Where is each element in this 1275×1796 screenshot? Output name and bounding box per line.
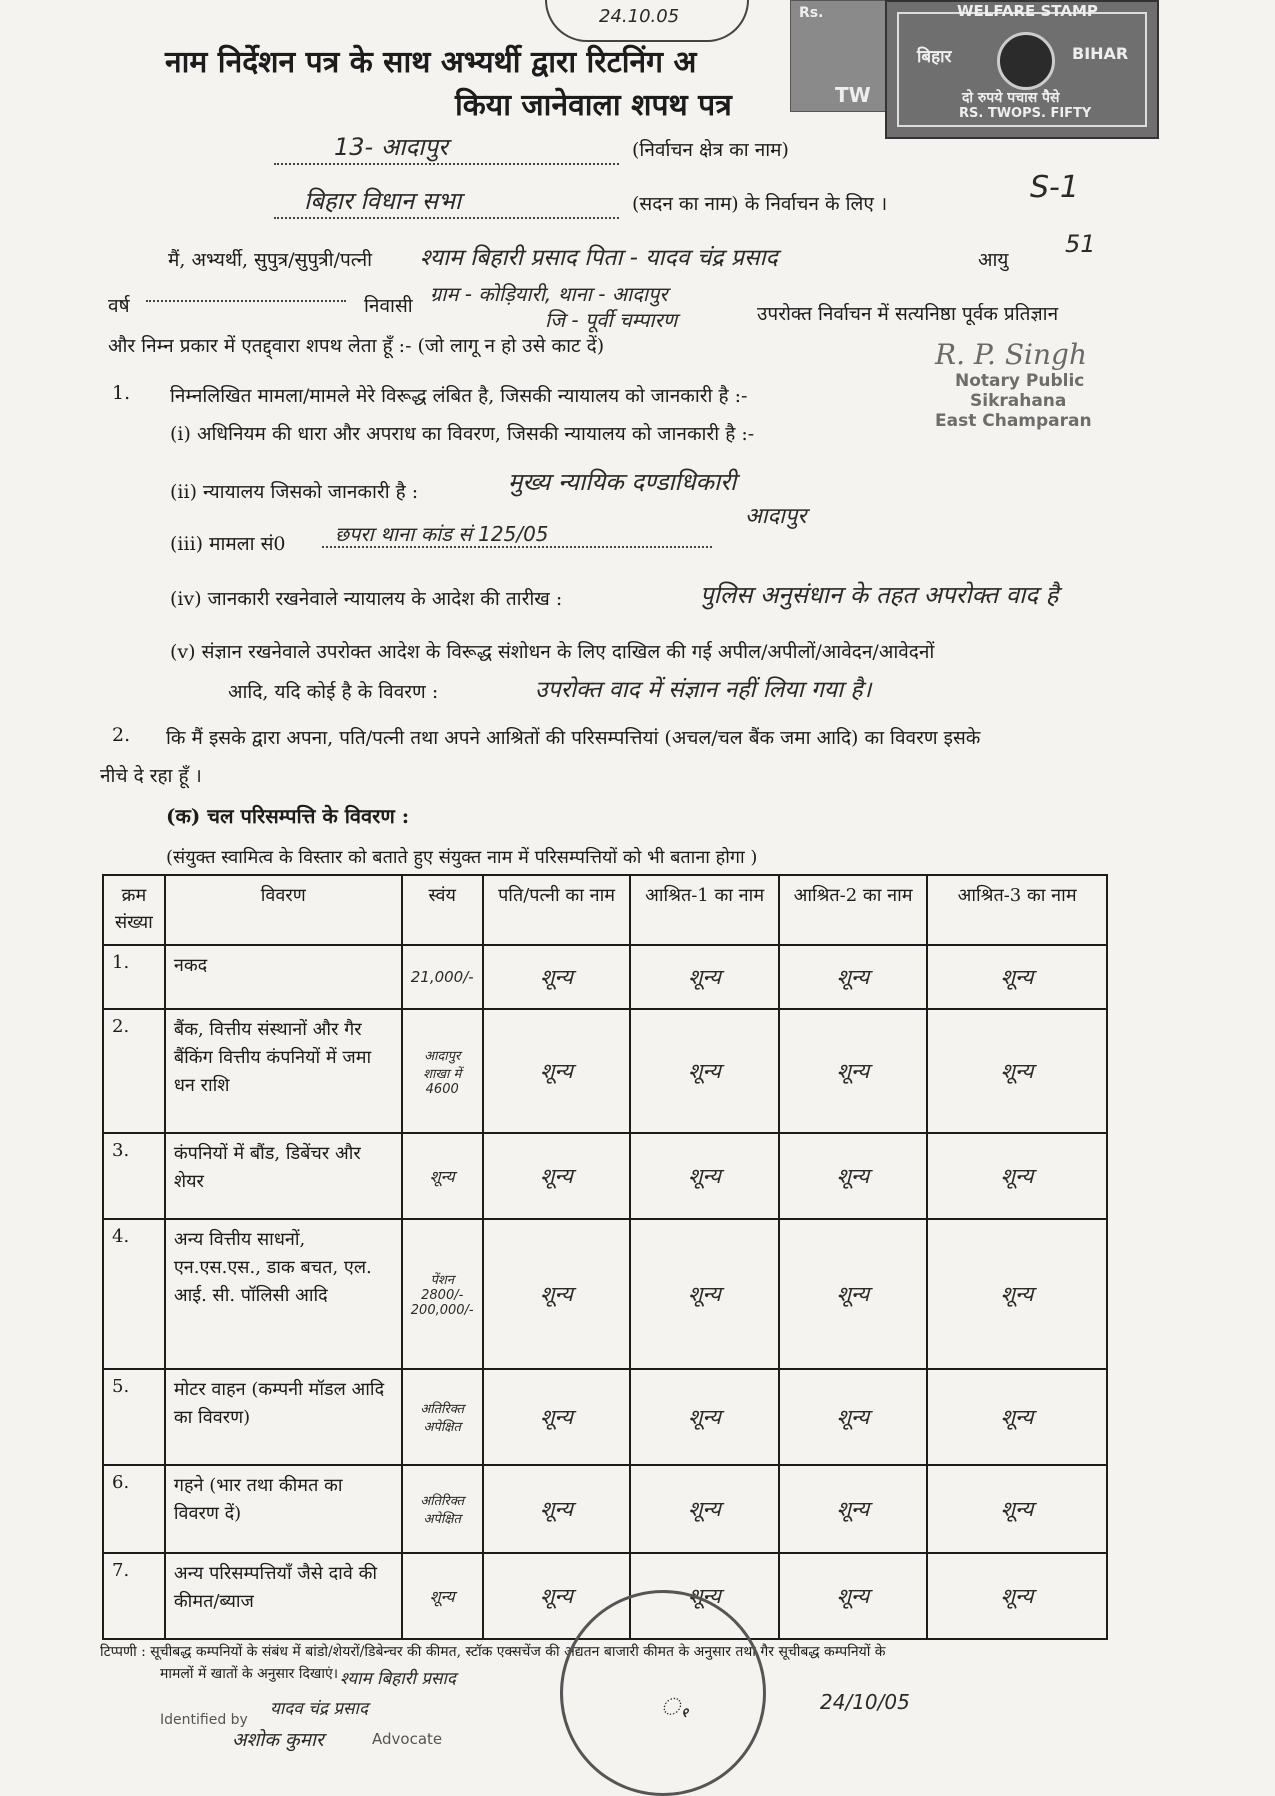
signature-date: 24/10/05 — [820, 1690, 910, 1714]
footnote-text: टिप्पणी : सूचीबद्ध कम्पनियों के संबंध में बांडो/शेयरों/डिबेन्चर की कीमत, स्टॉक एक्सचेंज की अद्यतन बाजारी कीमत के अनुसार तथा गैर सूचीबद्ध कम्पनियों के — [100, 1644, 886, 1660]
row-dep2: शून्य — [779, 1009, 927, 1133]
notary-seal — [935, 338, 1115, 431]
section-1-i: (i) अधिनियम की धारा और अपराध का विवरण, जिसकी न्यायालय को जानकारी है :- — [170, 423, 755, 445]
table-row — [103, 1133, 1107, 1219]
section-2-num: 2. — [112, 724, 131, 746]
col-dependent-2: आश्रित-2 का नाम — [779, 875, 927, 945]
house-value: बिहार विधान सभा — [274, 184, 619, 219]
row-dep2: शून्य — [779, 1369, 927, 1465]
row-dep1: शून्य — [630, 1465, 778, 1553]
row-dep2: शून्य — [779, 1465, 927, 1553]
year-label: वर्ष — [108, 295, 130, 317]
row-num: 7. — [103, 1553, 165, 1639]
section-2-note: (संयुक्त स्वामित्व के विस्तार को बताते हुए संयुक्त नाम में परिसम्पत्तियों को भी बताना होगा ) — [166, 847, 758, 868]
section-1-ii-value-2: आदापुर — [745, 504, 807, 529]
stamp-title: WELFARE STAMP — [957, 2, 1098, 20]
row-self: शून्य — [402, 1133, 483, 1219]
col-serial: क्रम संख्या — [103, 875, 165, 945]
section-1-iii: (iii) मामला सं0 — [170, 533, 286, 555]
row-dep2: शून्य — [779, 1553, 927, 1639]
col-dependent-1: आश्रित-1 का नाम — [630, 875, 778, 945]
section-1-iv-value: पुलिस अनुसंधान के तहत अपरोक्त वाद है — [700, 581, 1059, 609]
row-spouse: शून्य — [483, 1553, 631, 1639]
row-dep1: शून्य — [630, 945, 778, 1009]
row-num: 6. — [103, 1465, 165, 1553]
row-dep1: शून्य — [630, 1219, 778, 1369]
section-1-v-2: आदि, यदि कोई है के विवरण : — [228, 681, 439, 703]
title-line-1: नाम निर्देशन पत्र के साथ अभ्यर्थी द्वारा रिटनिंग अ — [165, 45, 697, 80]
row-desc: कंपनियों में बौंड, डिबेंचर और शेयर — [165, 1133, 402, 1219]
row-dep3: शून्य — [927, 945, 1107, 1009]
section-1-text: निम्नलिखित मामला/मामले मेरे विरूद्ध लंबित है, जिसकी न्यायालय को जानकारी है :- — [170, 385, 748, 407]
section-1-ii: (ii) न्यायालय जिसको जानकारी है : — [170, 481, 419, 503]
row-num: 1. — [103, 945, 165, 1009]
row-desc: अन्य परिसम्पत्तियाँ जैसे दावे की कीमत/ब्याज — [165, 1553, 402, 1639]
row-spouse: शून्य — [483, 1133, 631, 1219]
col-dependent-3: आश्रित-3 का नाम — [927, 875, 1107, 945]
table-row — [103, 1219, 1107, 1369]
oath-text-2: और निम्न प्रकार में एतद्द्वारा शपथ लेता हूँ :- (जो लागू न हो उसे काट दें) — [108, 335, 605, 357]
row-num: 4. — [103, 1219, 165, 1369]
stamp-state-english: BIHAR — [1072, 44, 1129, 63]
row-self: शून्य — [402, 1553, 483, 1639]
footnote-hand-name-1: श्याम बिहारी प्रसाद — [340, 1669, 456, 1689]
row-self: अतिरिक्त अपेक्षित — [402, 1465, 483, 1553]
section-1-num: 1. — [112, 382, 131, 404]
welfare-stamp — [885, 0, 1159, 139]
row-dep3: शून्य — [927, 1369, 1107, 1465]
revenue-stamp-small — [790, 0, 892, 112]
date-stamp — [545, 0, 749, 42]
notary-line-2: Sikrahana — [970, 391, 1067, 411]
row-dep2: शून्य — [779, 1133, 927, 1219]
row-spouse: शून्य — [483, 1369, 631, 1465]
row-num: 3. — [103, 1133, 165, 1219]
row-spouse: शून्य — [483, 1009, 631, 1133]
section-1-v: (v) संज्ञान रखनेवाले उपरोक्त आदेश के विरूद्ध संशोधन के लिए दाखिल की गई अपील/अपीलों/आवेदन/आवेदनों — [170, 641, 935, 663]
row-dep2: शून्य — [779, 1219, 927, 1369]
section-1-ii-value-1: मुख्य न्यायिक दण्डाधिकारी — [508, 468, 737, 496]
signature: ꩻ — [660, 1683, 690, 1723]
row-dep3: शून्य — [927, 1009, 1107, 1133]
table-row — [103, 945, 1107, 1009]
row-spouse: शून्य — [483, 1219, 631, 1369]
year-dots — [146, 300, 346, 302]
advocate-label: Advocate — [372, 1730, 443, 1748]
row-self: पेंशन 2800/- 200,000/- — [402, 1219, 483, 1369]
row-dep1: शून्य — [630, 1369, 778, 1465]
resident-label: निवासी — [364, 295, 413, 317]
declarant-name: श्याम बिहारी प्रसाद पिता - यादव चंद्र प्रसाद — [420, 245, 778, 271]
small-stamp-rs: Rs. — [799, 5, 824, 21]
house-field — [274, 184, 619, 219]
advocate-name: अशोक कुमार — [232, 1729, 324, 1751]
stamp-state-hindi: बिहार — [917, 47, 952, 67]
table-row — [103, 1369, 1107, 1465]
row-desc: बैंक, वित्तीय संस्थानों और गैर बैंकिंग वित्तीय कंपनियों में जमा धन राशि — [165, 1009, 402, 1133]
notary-signature: R. P. Singh — [935, 338, 1087, 371]
row-dep3: शून्य — [927, 1133, 1107, 1219]
row-dep1: शून्य — [630, 1133, 778, 1219]
row-dep3: शून्य — [927, 1219, 1107, 1369]
footnote-hand-name-2: यादव चंद्र प्रसाद — [270, 1699, 368, 1719]
notary-line-1: Notary Public — [955, 371, 1085, 391]
section-1-iii-value: छपरा थाना कांड सं 125/05 — [335, 522, 549, 546]
movable-assets-table — [102, 874, 1108, 1640]
section-1-iv: (iv) जानकारी रखनेवाले न्यायालय के आदेश की तारीख : — [170, 588, 563, 610]
row-num: 5. — [103, 1369, 165, 1465]
stamp-value-hindi: दो रुपये पचास पैसे — [962, 90, 1060, 106]
address-line-2: जि - पूर्वी चम्पारण — [545, 308, 678, 332]
row-num: 2. — [103, 1009, 165, 1133]
title-line-2: किया जानेवाला शपथ पत्र — [455, 88, 732, 123]
table-row — [103, 1009, 1107, 1133]
constituency-field — [274, 130, 619, 165]
row-desc: नकद — [165, 945, 402, 1009]
table-row — [103, 1465, 1107, 1553]
row-desc: गहने (भार तथा कीमत का विवरण दें) — [165, 1465, 402, 1553]
address-line-1: ग्राम - कोड़ियारी, थाना - आदापुर — [430, 282, 668, 306]
house-label: (सदन का नाम) के निर्वाचन के लिए । — [632, 193, 888, 215]
row-dep1: शून्य — [630, 1009, 778, 1133]
row-spouse: शून्य — [483, 1465, 631, 1553]
section-2-text-2: नीचे दे रहा हूँ । — [100, 765, 202, 787]
table-header-row — [103, 875, 1107, 945]
footnote-text-2: मामलों में खातों के अनुसार दिखाएं। — [160, 1666, 339, 1682]
row-dep3: शून्य — [927, 1465, 1107, 1553]
section-2-text: कि मैं इसके द्वारा अपना, पति/पत्नी तथा अपने आश्रितों की परिसम्पत्तियां (अचल/चल बैंक जमा आदि) का विवरण इसके — [166, 727, 981, 749]
col-spouse: पति/पत्नी का नाम — [483, 875, 631, 945]
declarant-intro: मैं, अभ्यर्थी, सुपुत्र/सुपुत्री/पत्नी — [168, 249, 373, 271]
age-label: आयु — [978, 249, 1009, 271]
row-self: आदापुर शाखा में 4600 — [402, 1009, 483, 1133]
col-self: स्वंय — [402, 875, 483, 945]
identified-by: Identified by — [160, 1712, 248, 1728]
date-stamp-text: 24.10.05 — [599, 6, 680, 27]
stamp-value-english: RS. TWOPS. FIFTY — [959, 106, 1092, 121]
notary-line-3: East Champaran — [935, 411, 1092, 431]
row-desc: मोटर वाहन (कम्पनी मॉडल आदि का विवरण) — [165, 1369, 402, 1465]
margin-note: S-1 — [1030, 170, 1079, 205]
row-self: अतिरिक्त अपेक्षित — [402, 1369, 483, 1465]
small-stamp-tw: TW — [835, 83, 871, 107]
section-1-v-value: उपरोक्त वाद में संज्ञान नहीं लिया गया है। — [535, 677, 872, 703]
row-spouse: शून्य — [483, 945, 631, 1009]
section-2-heading: (क) चल परिसम्पत्ति के विवरण : — [166, 804, 410, 828]
age-value: 51 — [1065, 230, 1096, 258]
row-desc: अन्य वित्तीय साधनों, एन.एस.एस., डाक बचत, एल. आई. सी. पॉलिसी आदि — [165, 1219, 402, 1369]
constituency-value: 13- आदापुर — [274, 130, 619, 165]
constituency-label: (निर्वाचन क्षेत्र का नाम) — [632, 139, 789, 161]
state-emblem-icon — [997, 32, 1055, 90]
row-dep3: शून्य — [927, 1553, 1107, 1639]
oath-text-1: उपरोक्त निर्वाचन में सत्यनिष्ठा पूर्वक प्रतिज्ञान — [757, 303, 1059, 325]
row-self: 21,000/- — [402, 945, 483, 1009]
col-description: विवरण — [165, 875, 402, 945]
row-dep2: शून्य — [779, 945, 927, 1009]
row-dep1: शून्य — [630, 1553, 778, 1639]
